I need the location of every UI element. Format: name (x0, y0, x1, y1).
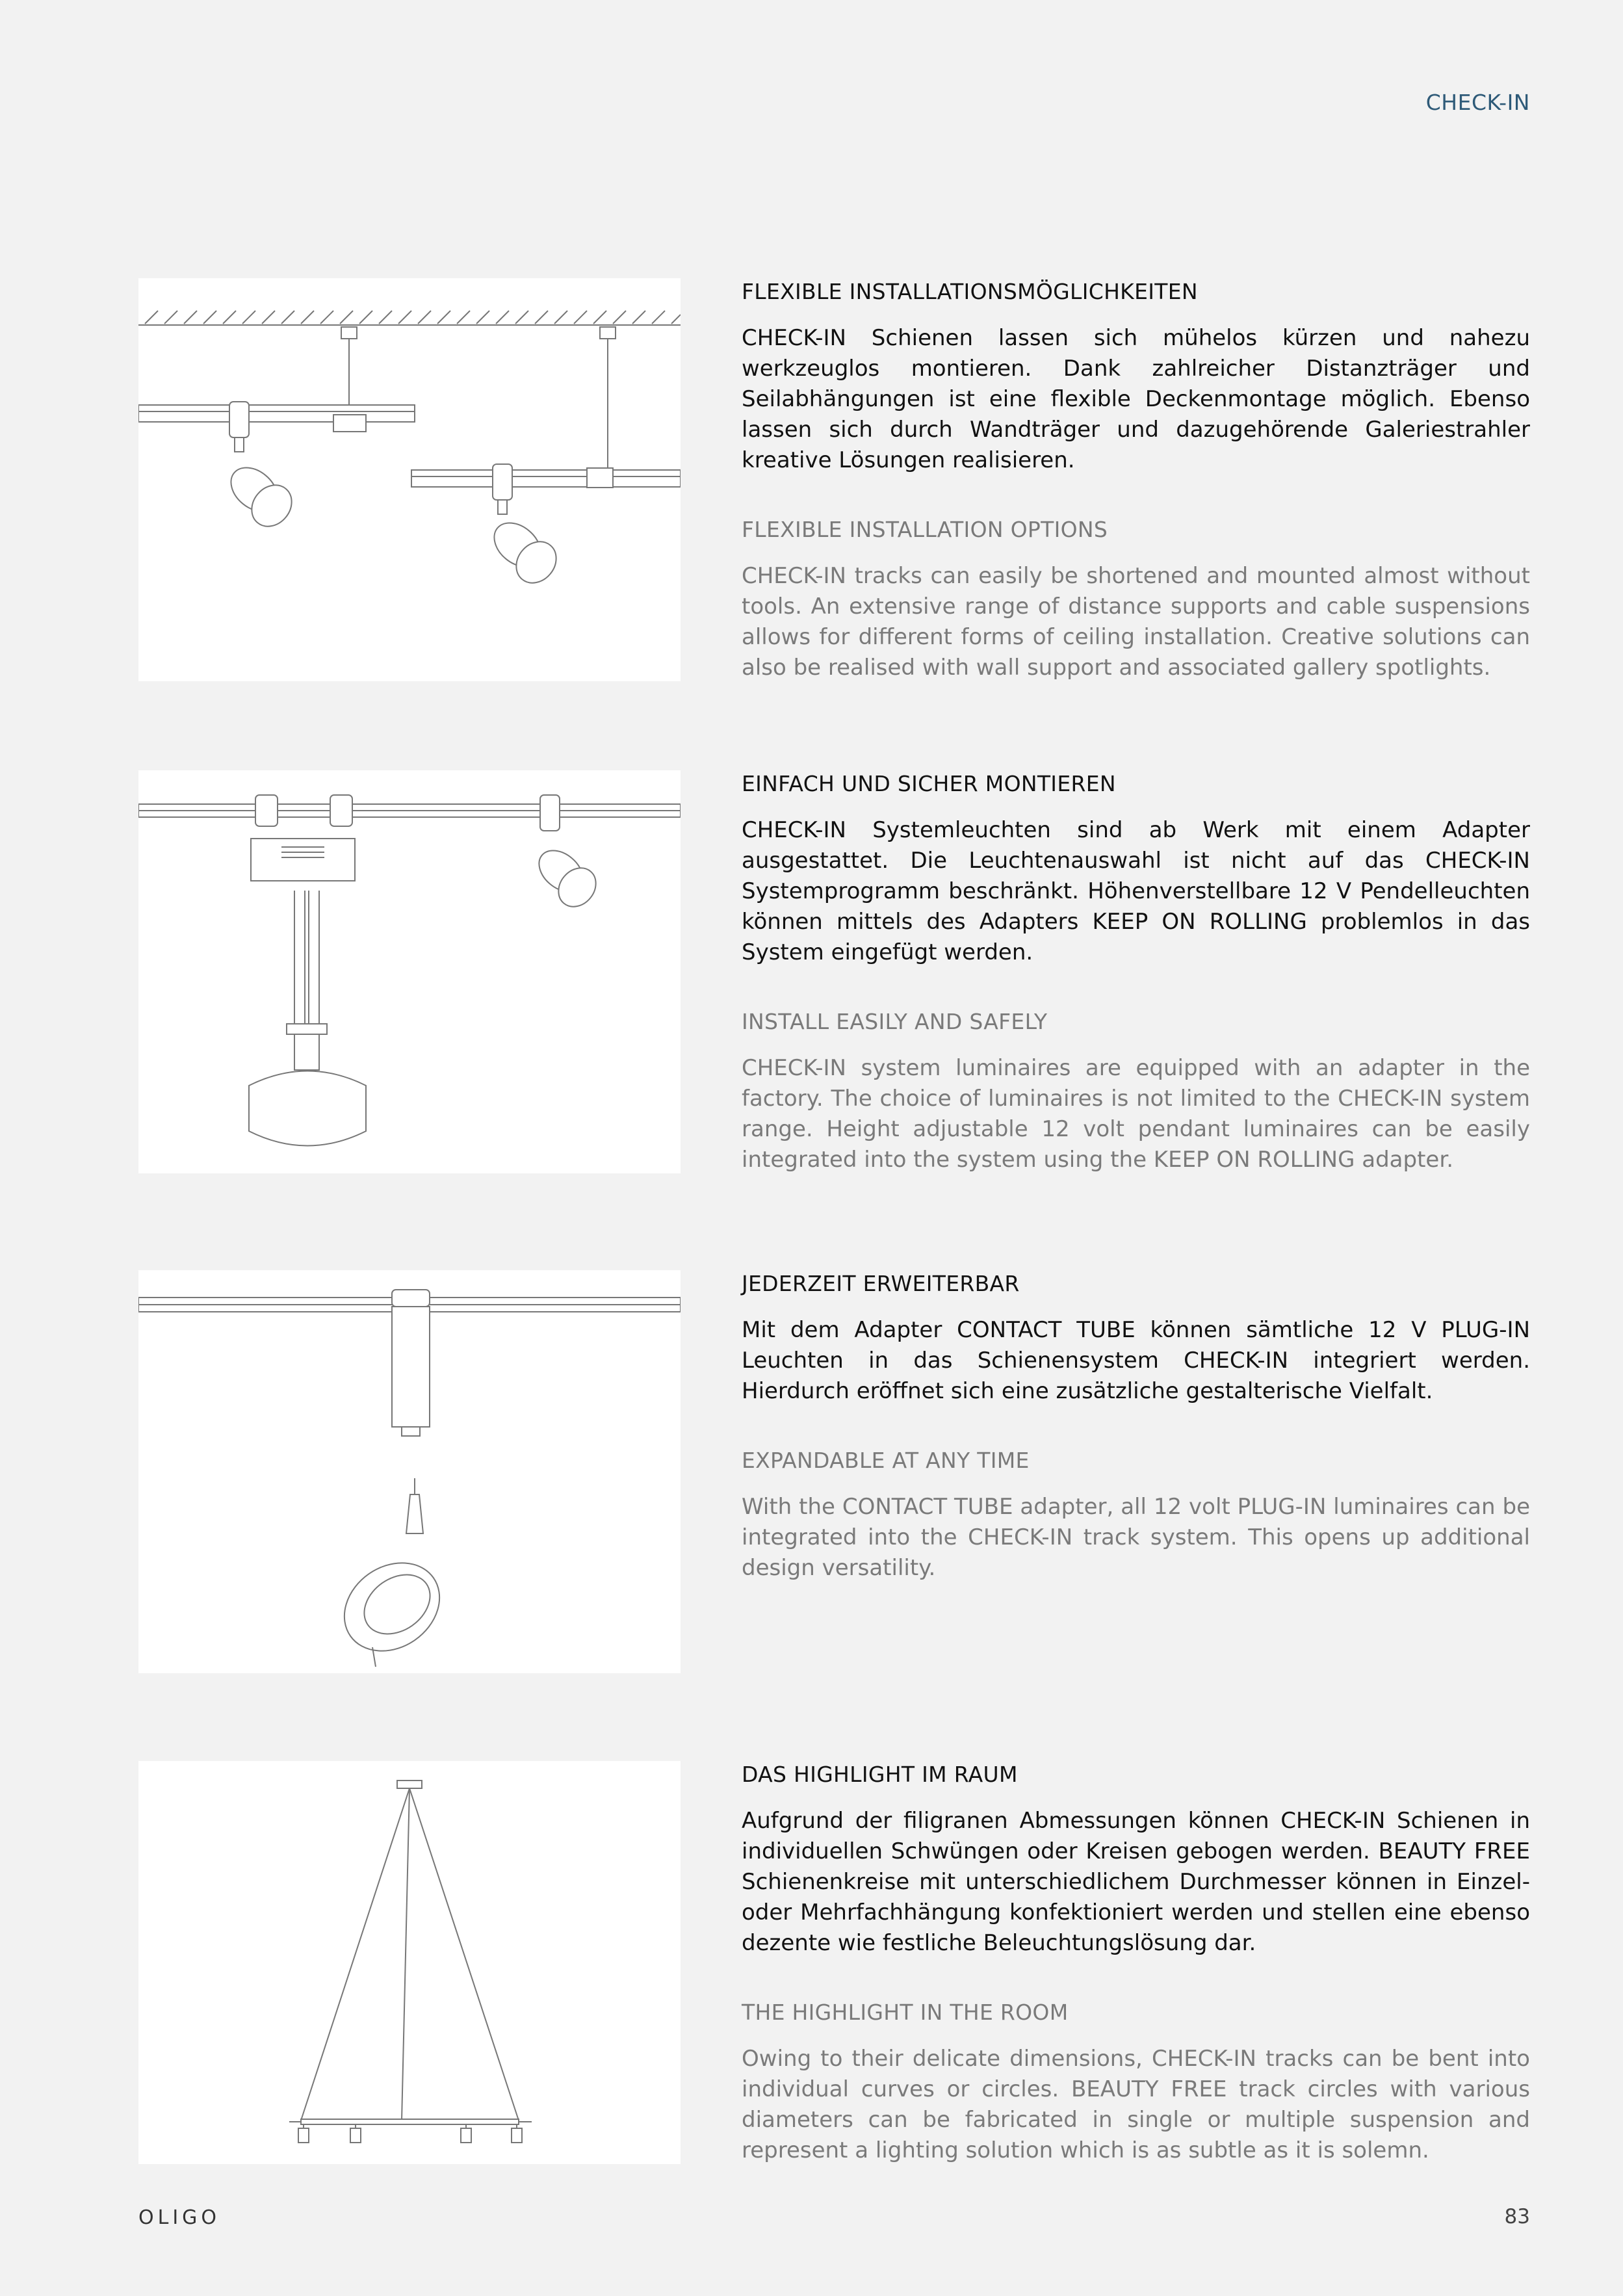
body-en: CHECK-IN system luminaires are equipped with an adapter in the factory. The choice of luminaires is not limited to the CHECK-IN system range. Height adjustable 12 volt pendant luminaires can be easily integrated into the system using the KEEP ON ROLLING adapter. (742, 1054, 1530, 1173)
illustration-track-circle (138, 1761, 681, 2164)
text-column (742, 278, 1530, 683)
brand-logo: OLIGO (138, 2206, 221, 2229)
heading-en: FLEXIBLE INSTALLATION OPTIONS (742, 516, 1108, 542)
body-en: Owing to their delicate dimensions, CHECK-IN tracks can be bent into individual curves or circles. BEAUTY FREE track circles with various diameters can be fabricated in single or multiple suspension and represent a lighting solution which is as subtle as it is solemn. (742, 2045, 1530, 2163)
page-number: 83 (1504, 2205, 1530, 2228)
illustration-contact-tube (138, 1270, 681, 1673)
heading-en: THE HIGHLIGHT IN THE ROOM (742, 1999, 1069, 2025)
illustration-pendant-adapter (138, 770, 681, 1173)
heading-de: DAS HIGHLIGHT IM RAUM (742, 1762, 1018, 1787)
body-de: Aufgrund der filigranen Abmessungen können CHECK-IN Schienen in individuellen Schwüngen oder Kreisen gebogen werden. BEAUTY FREE Schienenkreise mit unterschiedlichem Durchmesser können in Einzel- oder Mehrfachhängung konfektioniert werden und stellen eine ebenso dezente wie festliche Beleuchtungslösung dar. (742, 1807, 1530, 1956)
section-label: CHECK-IN (1425, 90, 1530, 115)
text-column (742, 1270, 1530, 1584)
body-en: With the CONTACT TUBE adapter, all 12 volt PLUG-IN luminaires can be integrated into the CHECK-IN track system. This opens up additional design versatility. (742, 1493, 1530, 1581)
heading-de: JEDERZEIT ERWEITERBAR (742, 1271, 1020, 1296)
body-de: Mit dem Adapter CONTACT TUBE können sämtliche 12 V PLUG-IN Leuchten in das Schienensystem CHECK-IN integriert werden. Hierdurch eröffnet sich eine zusätzliche gestalterische Vielfalt. (742, 1316, 1530, 1404)
heading-en: EXPANDABLE AT ANY TIME (742, 1447, 1030, 1473)
text-column (742, 770, 1530, 1175)
heading-de: EINFACH UND SICHER MONTIEREN (742, 771, 1116, 796)
heading-en: INSTALL EASILY AND SAFELY (742, 1008, 1048, 1034)
body-de: CHECK-IN Schienen lassen sich mühelos kürzen und nahezu werkzeuglos montieren. Dank zahlreicher Distanzträger und Seilabhängungen ist eine flexible Deckenmontage möglich. Ebenso lassen sich durch Wandträger und dazugehörende Galeriestrahler kreative Lösungen realisieren. (742, 324, 1530, 473)
body-de: CHECK-IN Systemleuchten sind ab Werk mit einem Adapter ausgestattet. Die Leuchtenauswahl ist nicht auf das CHECK-IN Systemprogramm beschränkt. Höhenverstellbare 12 V Pendelleuchten können mittels des Adapters KEEP ON ROLLING problemlos in das System eingefügt werden. (742, 816, 1530, 965)
illustration-ceiling-mount-spotlights (138, 278, 681, 681)
text-column (742, 1761, 1530, 2166)
heading-de: FLEXIBLE INSTALLATIONSMÖGLICHKEITEN (742, 279, 1198, 304)
body-en: CHECK-IN tracks can easily be shortened and mounted almost without tools. An extensive range of distance supports and cable suspensions allows for different forms of ceiling installation. Creative solutions can also be realised with wall support and associated gallery spotlights. (742, 562, 1530, 681)
